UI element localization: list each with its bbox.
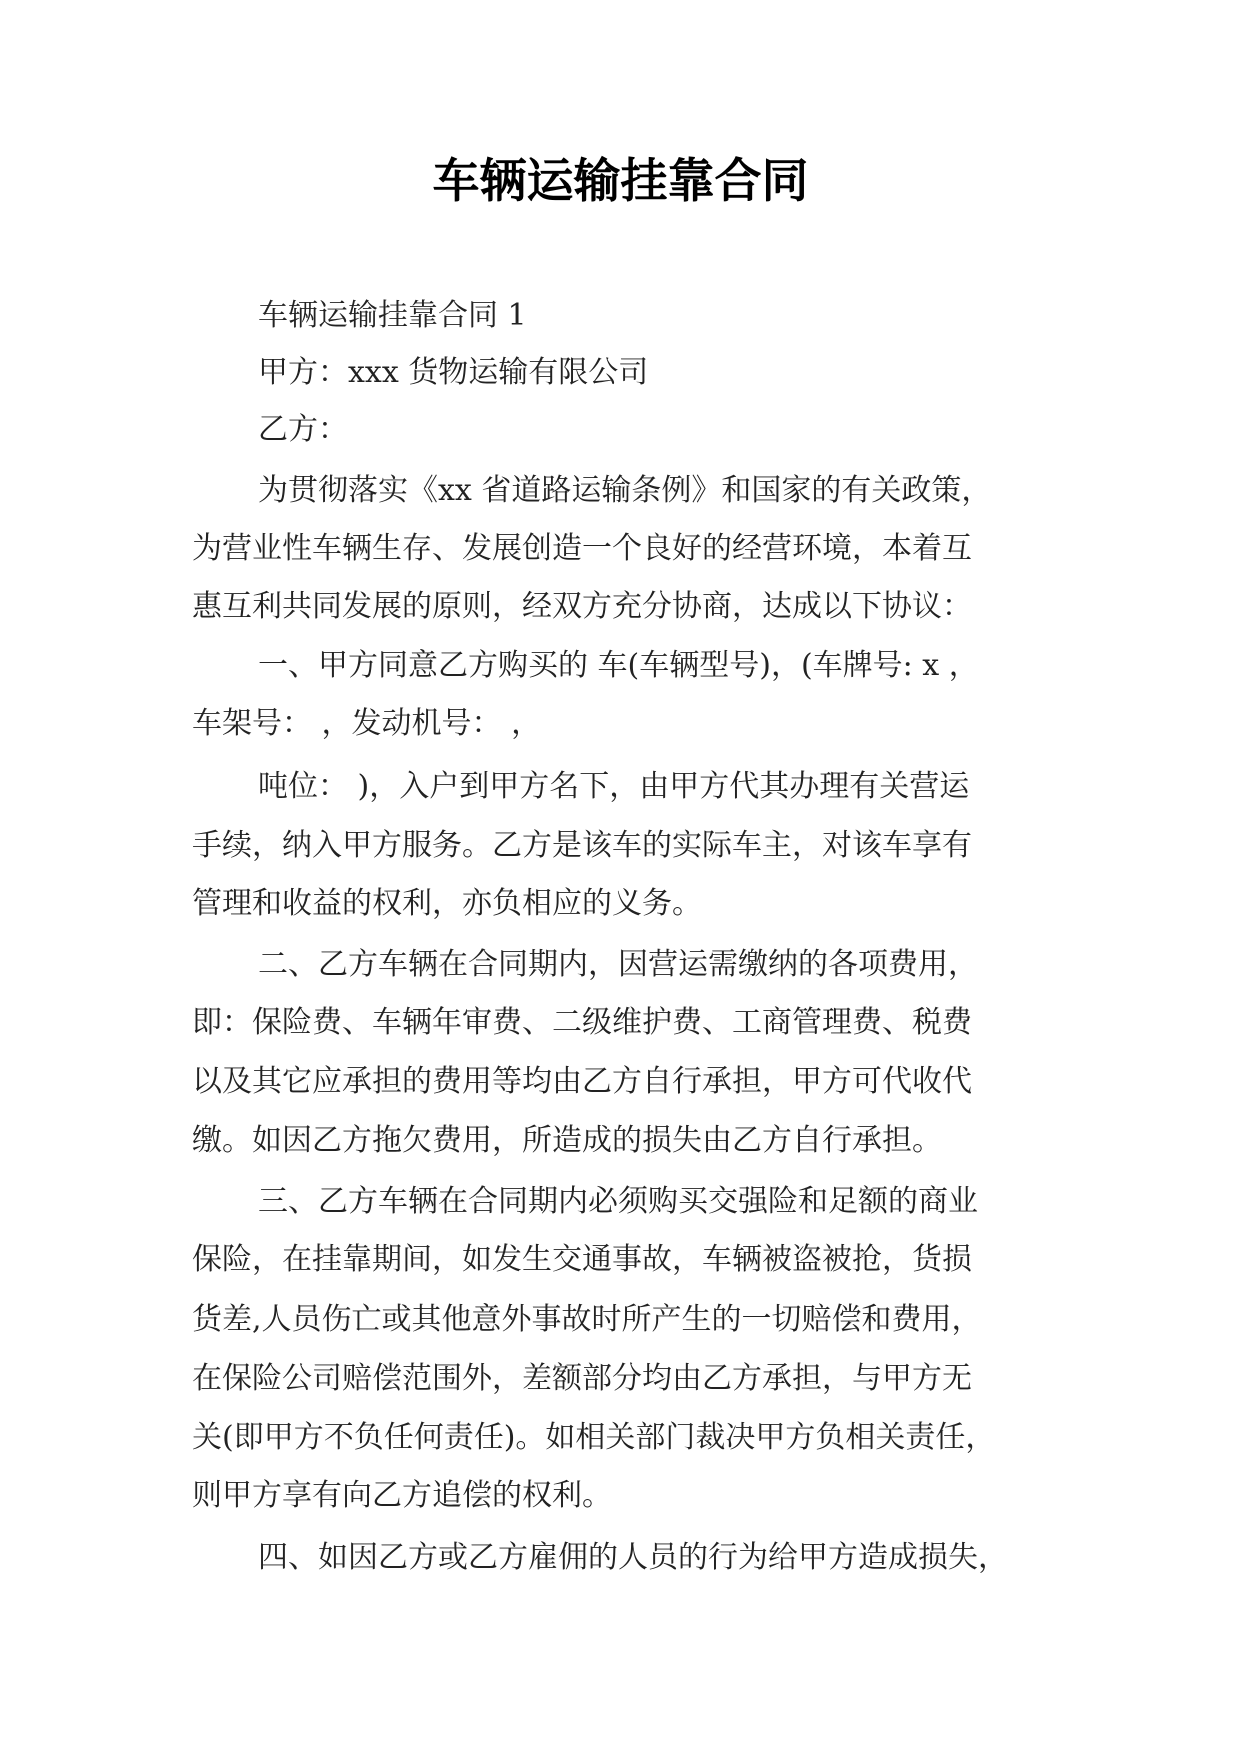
clause-3-line: 在保险公司赔偿范围外，差额部分均由乙方承担，与甲方无 <box>192 1361 972 1396</box>
clause-3-line: 则甲方享有向乙方追偿的权利。 <box>192 1478 612 1513</box>
clause-3-line: 关(即甲方不负任何责任)。如相关部门裁决甲方负相关责任， <box>192 1420 996 1455</box>
clause-2-line: 二、乙方车辆在合同期内，因营运需缴纳的各项费用， <box>258 947 978 982</box>
preamble-line: 为营业性车辆生存、发展创造一个良好的经营环境，本着互 <box>192 531 972 566</box>
clause-1-line: 车架号： ，发动机号： ， <box>192 706 542 741</box>
party-a-line: 甲方：xxx 货物运输有限公司 <box>258 355 649 390</box>
clause-2-line: 以及其它应承担的费用等均由乙方自行承担，甲方可代收代 <box>192 1064 972 1099</box>
clause-3-line: 货差,人员伤亡或其他意外事故时所产生的一切赔偿和费用， <box>192 1302 982 1337</box>
clause-1-line: 吨位： )，入户到甲方名下，由甲方代其办理有关营运 <box>258 769 970 804</box>
clause-3-line: 三、乙方车辆在合同期内必须购买交强险和足额的商业 <box>258 1184 978 1219</box>
party-b-line: 乙方： <box>258 412 348 447</box>
preamble-line: 惠互利共同发展的原则，经双方充分协商，达成以下协议： <box>192 589 972 624</box>
document-title: 车辆运输挂靠合同 <box>432 154 809 209</box>
clause-2-line: 缴。如因乙方拖欠费用，所造成的损失由乙方自行承担。 <box>192 1123 942 1158</box>
clause-1-line: 手续，纳入甲方服务。乙方是该车的实际车主，对该车享有 <box>192 828 972 863</box>
clause-3-line: 保险，在挂靠期间，如发生交通事故，车辆被盗被抢，货损 <box>192 1242 972 1277</box>
clause-4-line: 四、如因乙方或乙方雇佣的人员的行为给甲方造成损失， <box>258 1540 1008 1575</box>
contract-subtitle: 车辆运输挂靠合同 1 <box>258 298 527 333</box>
clause-1-line: 管理和收益的权利，亦负相应的义务。 <box>192 886 702 921</box>
preamble-line: 为贯彻落实《xx 省道路运输条例》和国家的有关政策， <box>258 473 992 508</box>
clause-2-line: 即：保险费、车辆年审费、二级维护费、工商管理费、税费 <box>192 1005 972 1040</box>
clause-1-line: 一、甲方同意乙方购买的 车(车辆型号)，(车牌号: x ， <box>258 648 979 683</box>
